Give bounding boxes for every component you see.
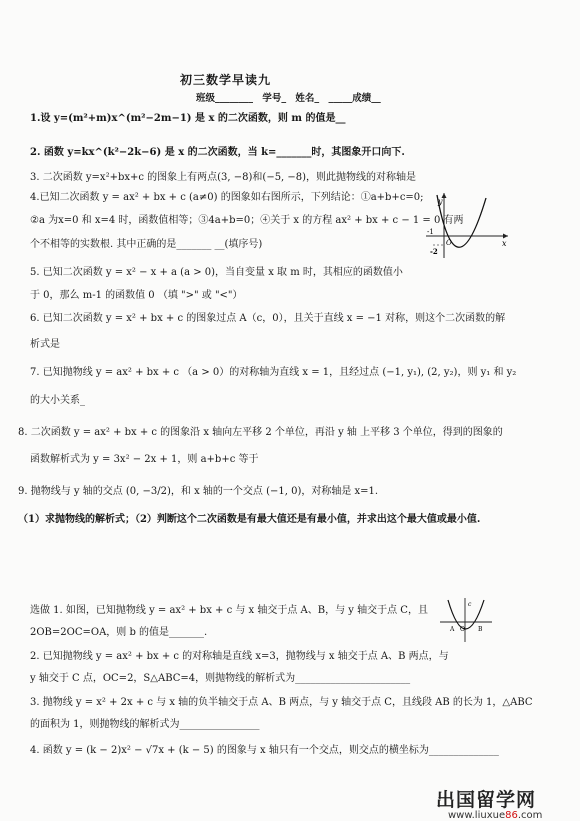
origin-label: O <box>460 626 465 633</box>
tick-neg2: -2 <box>430 247 438 256</box>
question-4-line-2: ②a 为x=0 和 x=4 时，函数值相等；③4a+b=0；④关于 x 的方程 ax² + bx + c − 1 = 0 有两 <box>30 215 464 226</box>
extra-question-3-line-1: 3. 抛物线 y = x² + 2x + c 与 x 轴的负半轴交于点 A、B 两点，与 y 轴交于点 C，且线段 AB 的长为 1，△ABC <box>30 697 533 708</box>
student-info-fields <box>196 92 387 105</box>
tick-neg1: -1 <box>427 228 434 236</box>
x-label: x <box>502 239 507 248</box>
question-8-line-2: 函数解析式为 y = 3x² − 2x + 1，则 a+b+c 等于 <box>30 454 259 465</box>
question-9: 9. 抛物线与 y 轴的交点 (0, −3/2)，和 x 轴的一个交点 (−1, 0)，对称轴是 x=1. <box>18 486 379 497</box>
class-field: 班级________ <box>196 93 254 104</box>
origin-label: O <box>446 239 452 247</box>
x-axis-arrow <box>503 234 508 239</box>
question-5-line-1: 5. 已知二次函数 y = x² − x + a (a > 0)，当自变量 x 取 m 时，其相应的函数值小 <box>30 267 403 278</box>
extra-question-2-line-1: 2. 已知抛物线 y = ax² + bx + c 的对称轴是直线 x=3，抛物线与 x 轴交于点 A、B 两点，与 <box>30 651 449 662</box>
parabola-curve <box>448 600 484 629</box>
point-c-label: c <box>468 601 472 608</box>
point-a-label: A <box>450 626 455 633</box>
point-b-label: B <box>478 626 483 633</box>
question-4-line-1: 4.已知二次函数 y = ax² + bx + c (a≠0) 的图象如右图所示，下列结论：①a+b+c=0; <box>30 192 424 203</box>
parabola-graph-extra-1 <box>438 596 494 644</box>
question-3: 3. 二次函数 y=x²+bx+c 的图象上有两点(3, −8)和(−5, −8)，则此抛物线的对称轴是 <box>30 172 417 183</box>
extra-question-4: 4. 函数 y = (k − 2)x² − √7x + (k − 5) 的图象与 x 轴只有一个交点，则交点的横坐标为______________ <box>30 745 499 756</box>
page-title: 初三数学早读九 <box>180 73 272 87</box>
extra-question-1-line-2: 2OB=2OC=OA，则 b 的值是_______. <box>30 627 208 638</box>
question-6-line-1: 6. 已知二次函数 y = x² + bx + c 的图象过点 A（c，0），且关于直线 x = −1 对称，则这个二次函数的解 <box>30 313 506 324</box>
question-9-subparts: （1）求抛物线的解析式；（2）判断这个二次函数是有最大值还是有最小值，并求出这个最大值或最小值. <box>18 514 481 525</box>
extra-question-3-line-2: 的面积为 1，则抛物线的解析式为________________ <box>30 719 260 730</box>
question-7-line-2: 的大小关系_ <box>30 395 85 406</box>
question-4-line-3: 个不相等的实数根. 其中正确的是_______ __(填序号) <box>30 239 263 250</box>
question-5-line-2: 于 0，那么 m-1 的函数值 0 （填 ">" 或 "<"） <box>30 290 243 301</box>
logo-chinese-text: 出国留学网 <box>436 789 537 811</box>
question-6-line-2: 析式是 <box>30 339 60 350</box>
question-8-line-1: 8. 二次函数 y = ax² + bx + c 的图象沿 x 轴向左平移 2 个单位，再沿 y 轴 上平移 3 个单位，得到的图象的 <box>18 427 503 438</box>
parabola-graph-q4 <box>424 190 510 260</box>
student-number-field: 学号_ <box>262 93 287 104</box>
extra-question-1-line-1: 选做 1. 如图，已知抛物线 y = ax² + bx + c 与 x 轴交于点 A、B，与 y 轴交于点 C，且 <box>30 605 428 616</box>
site-logo <box>436 785 542 821</box>
name-field: 姓名_ <box>295 93 320 104</box>
question-1: 1.设 y=(m²+m)x^(m²−2m−1) 是 x 的二次函数，则 m 的值是__ <box>30 113 346 124</box>
score-field: _____成绩__ <box>328 93 381 104</box>
y-label: y <box>438 197 443 206</box>
logo-url: www.liuxue86.com <box>448 810 543 821</box>
question-2: 2. 函数 y=kx^(k²−2k−6) 是 x 的二次函数，当 k=_______时，其图象开口向下. <box>30 147 405 158</box>
extra-question-2-line-2: y 轴交于 C 点，OC=2，S△ABC=4，则抛物线的解析式为_______________________ <box>30 673 411 684</box>
question-7-line-1: 7. 已知抛物线 y = ax² + bx + c （a > 0）的对称轴为直线 x = 1，且经过点 (−1, y₁), (2, y₂)，则 y₁ 和 y₂ <box>30 367 517 378</box>
